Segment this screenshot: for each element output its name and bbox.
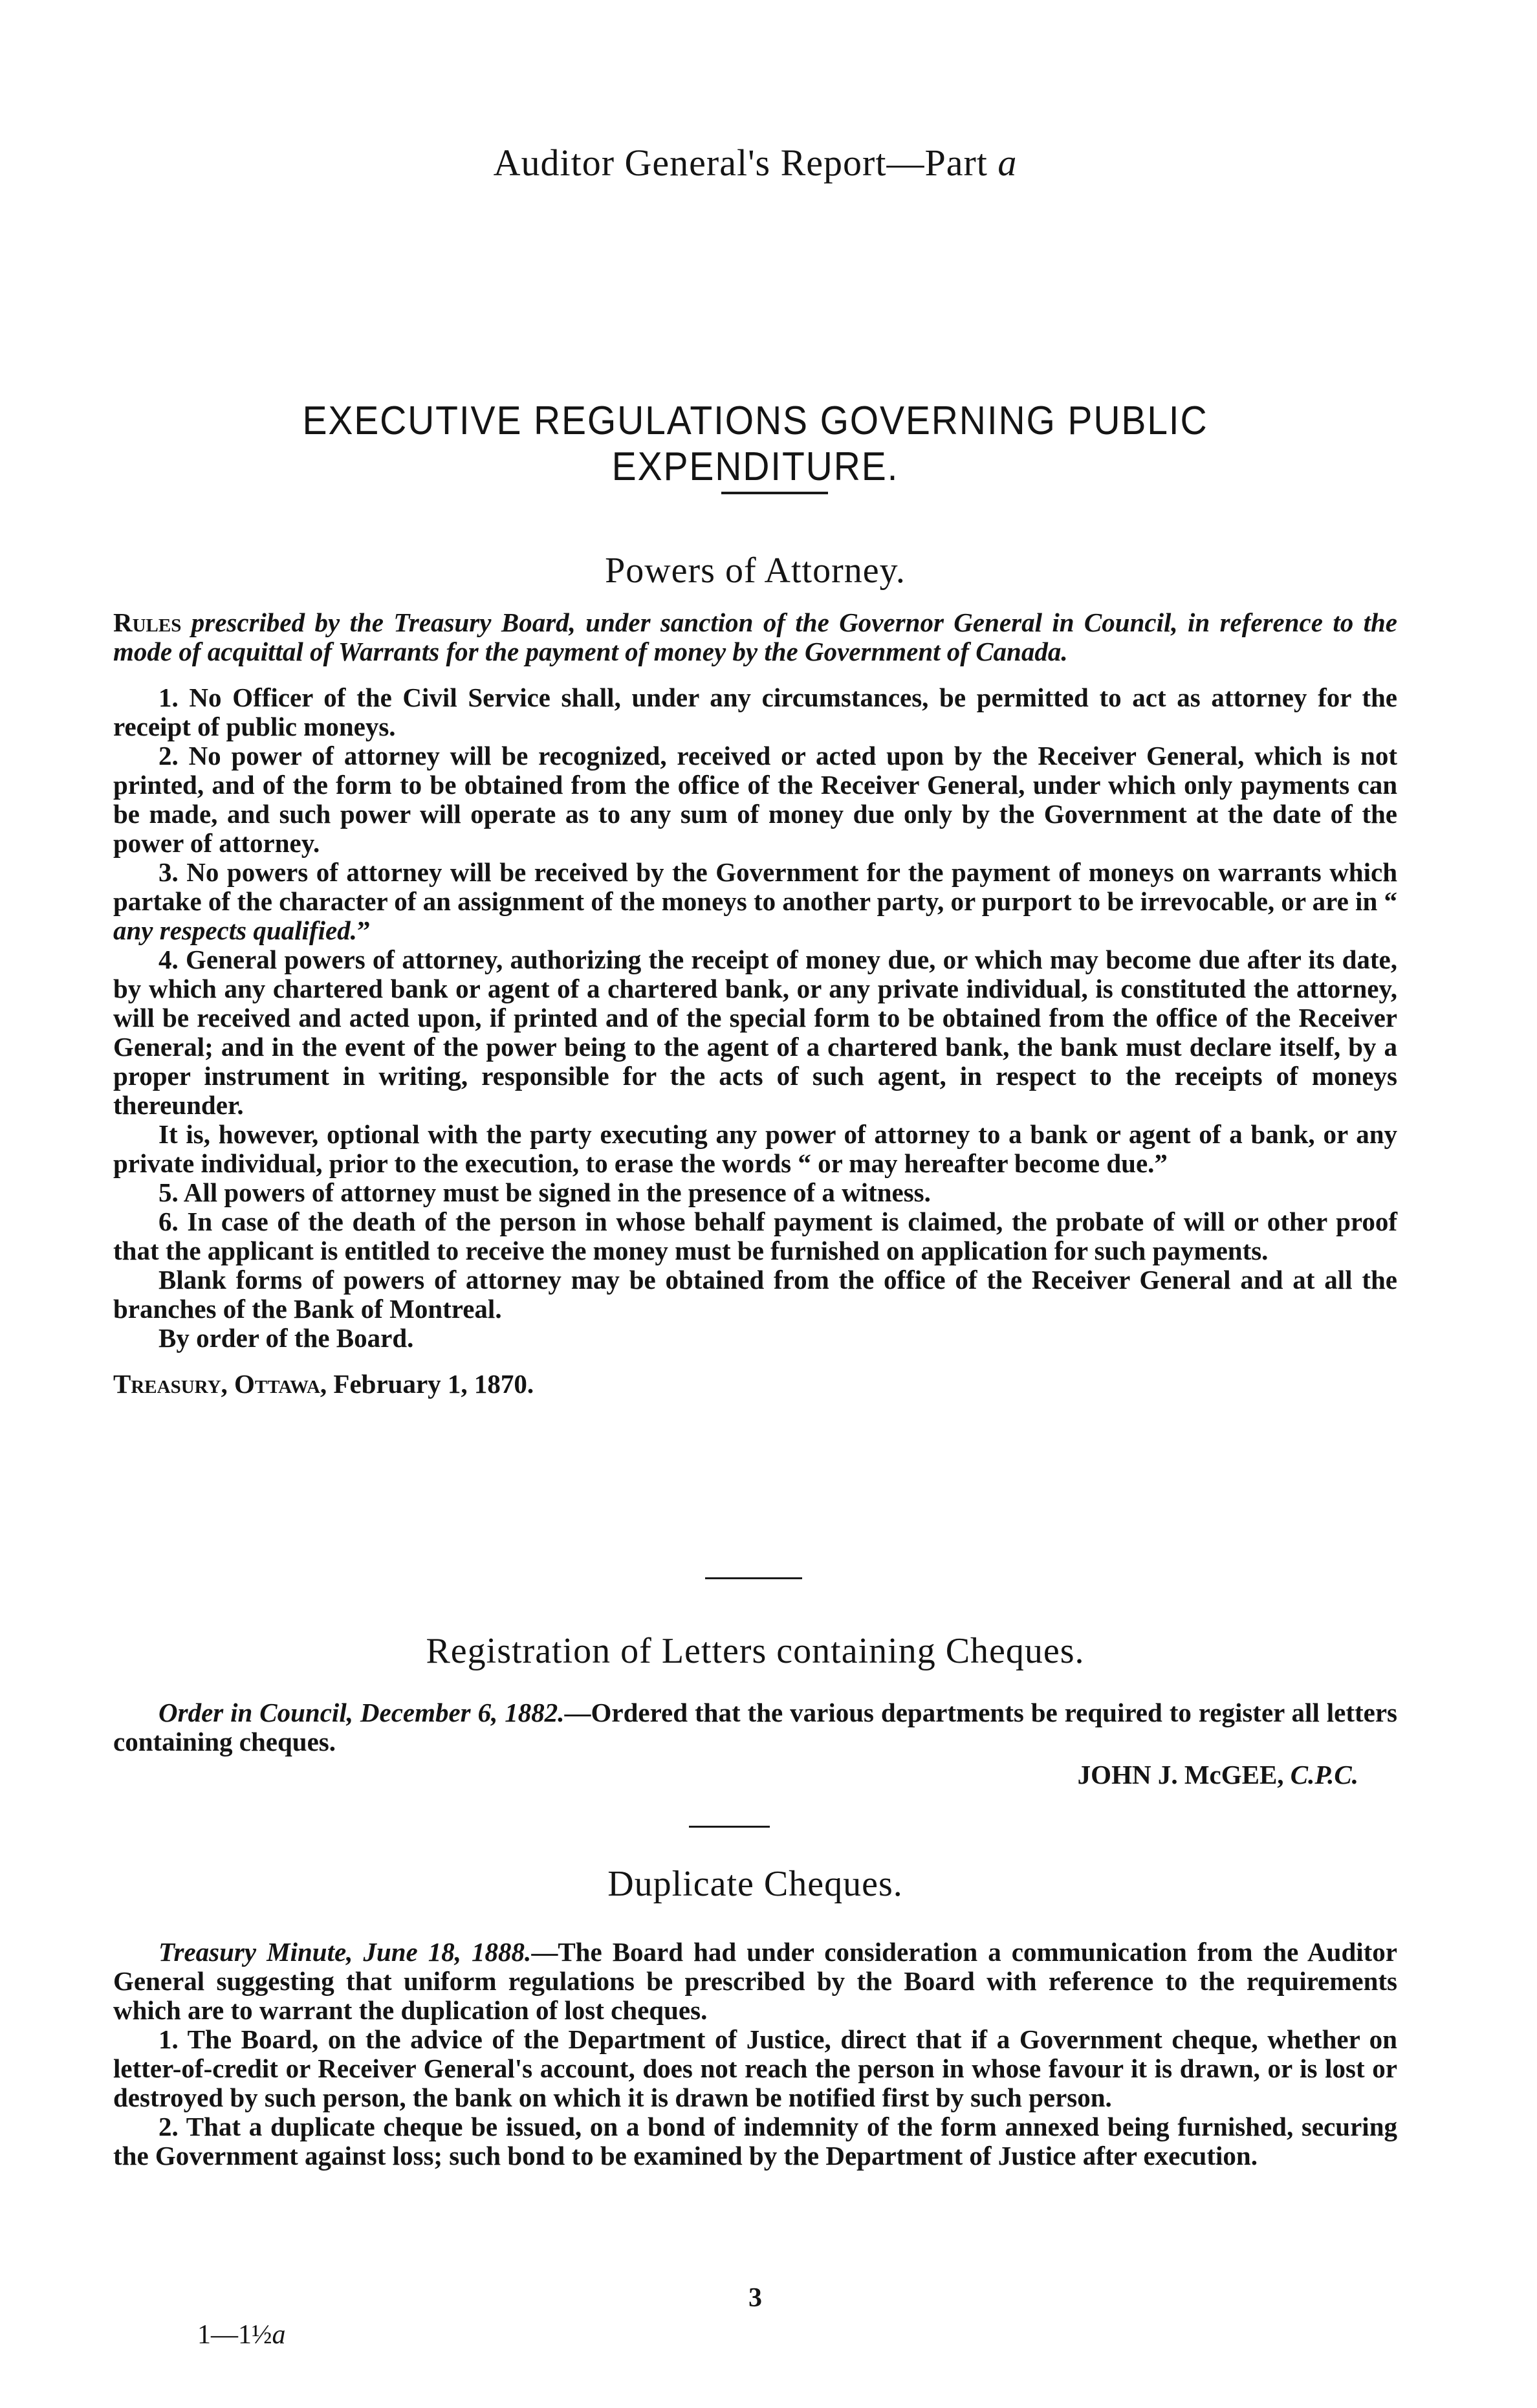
sheet-signature-mark: 1—1½a	[197, 2320, 286, 2350]
divider	[721, 492, 828, 494]
rule-1: 1. No Officer of the Civil Service shall, under any circumstances, be permitted to act as attorney for the receipt of public moneys.	[113, 683, 1397, 741]
rule-6: 6. In case of the death of the person in whose behalf payment is claimed, the probate of will or other proof that the applicant is entitled to receive the money must be furnished on application for such payments.	[113, 1207, 1397, 1265]
treasury-minute: Treasury Minute, June 18, 1888.—The Board had under consideration a communication from the Auditor General suggesting that uniform regulations be prescribed by the Board with reference to the requirements which are to warrant the duplication of lost cheques.	[113, 1937, 1397, 2025]
blank-forms-note: Blank forms of powers of attorney may be obtained from the office of the Receiver General and at all the branches of the Bank of Montreal.	[113, 1265, 1397, 1324]
signature: JOHN J. McGEE, C.P.C.	[1077, 1760, 1358, 1790]
rule-4: 4. General powers of attorney, authorizing the receipt of money due, or which may become due after its date, by which any chartered bank or agent of a chartered bank, or any private individual, is constituted the attorney, will be received and acted upon, if printed and of the special form to be obtained from the office of the Receiver General; and in the event of the power being to the agent of a chartered bank, the bank must declare itself, by a proper instrument in writing, responsible for the acts of such agent, in respect to the receipts of moneys thereunder.	[113, 945, 1397, 1120]
dateline: Treasury, Ottawa, February 1, 1870.	[113, 1369, 534, 1399]
divider	[689, 1826, 770, 1828]
document-page	[113, 0, 1397, 2408]
registration-order: Order in Council, December 6, 1882.—Ordered that the various departments be required to register all letters containing cheques.	[113, 1698, 1398, 1757]
powers-section-body	[113, 608, 1397, 1399]
rules-preamble: Rules prescribed by the Treasury Board, under sanction of the Governor General in Council, in reference to the mode of acquittal of Warrants for the payment of money by the Government of Canada.	[113, 607, 1397, 666]
rule-4-note: It is, however, optional with the party executing any power of attorney to a bank or agent of a bank, or any private individual, prior to the execution, to erase the words “ or may hereafter become due.”	[113, 1119, 1397, 1178]
registration-section-body	[113, 1698, 1397, 1790]
section-heading-duplicate: Duplicate Cheques.	[607, 1864, 903, 1904]
duplicate-rule-1: 1. The Board, on the advice of the Department of Justice, direct that if a Government cheque, whether on letter-of-credit or Receiver General's account, does not reach the person in whose favour it is drawn, or is lost or destroyed by such person, the bank on which it is drawn be notified first by such person.	[113, 2024, 1397, 2112]
rule-5: 5. All powers of attorney must be signed in the presence of a witness.	[158, 1177, 931, 1207]
page-number: 3	[748, 2283, 762, 2313]
section-heading-registration: Registration of Letters containing Cheques.	[426, 1631, 1085, 1671]
by-order: By order of the Board.	[158, 1323, 414, 1353]
running-head-part: a	[997, 142, 1018, 184]
rule-3: 3. No powers of attorney will be received by the Government for the payment of moneys on warrants which partake of the character of an assignment of the moneys to another party, or purport to be irrevocable, or are in “ any respects qualified.”	[113, 857, 1397, 945]
section-heading-powers: Powers of Attorney.	[605, 551, 906, 591]
duplicate-section-body	[113, 1938, 1397, 2171]
main-title: EXECUTIVE REGULATIONS GOVERNING PUBLIC EXPENDITURE.	[302, 399, 1208, 489]
divider	[705, 1577, 802, 1579]
rule-2: 2. No power of attorney will be recognized, received or acted upon by the Receiver General, which is not printed, and of the form to be obtained from the office of the Receiver General, under which only payments can be made, and such power will operate as to any sum of money due only by the Government at the date of the power of attorney.	[113, 741, 1397, 858]
duplicate-rule-2: 2. That a duplicate cheque be issued, on a bond of indemnity of the form annexed being furnished, securing the Government against loss; such bond to be examined by the Department of Justice after execution.	[113, 2112, 1397, 2171]
running-head: Auditor General's Report—Part a	[493, 142, 1018, 184]
